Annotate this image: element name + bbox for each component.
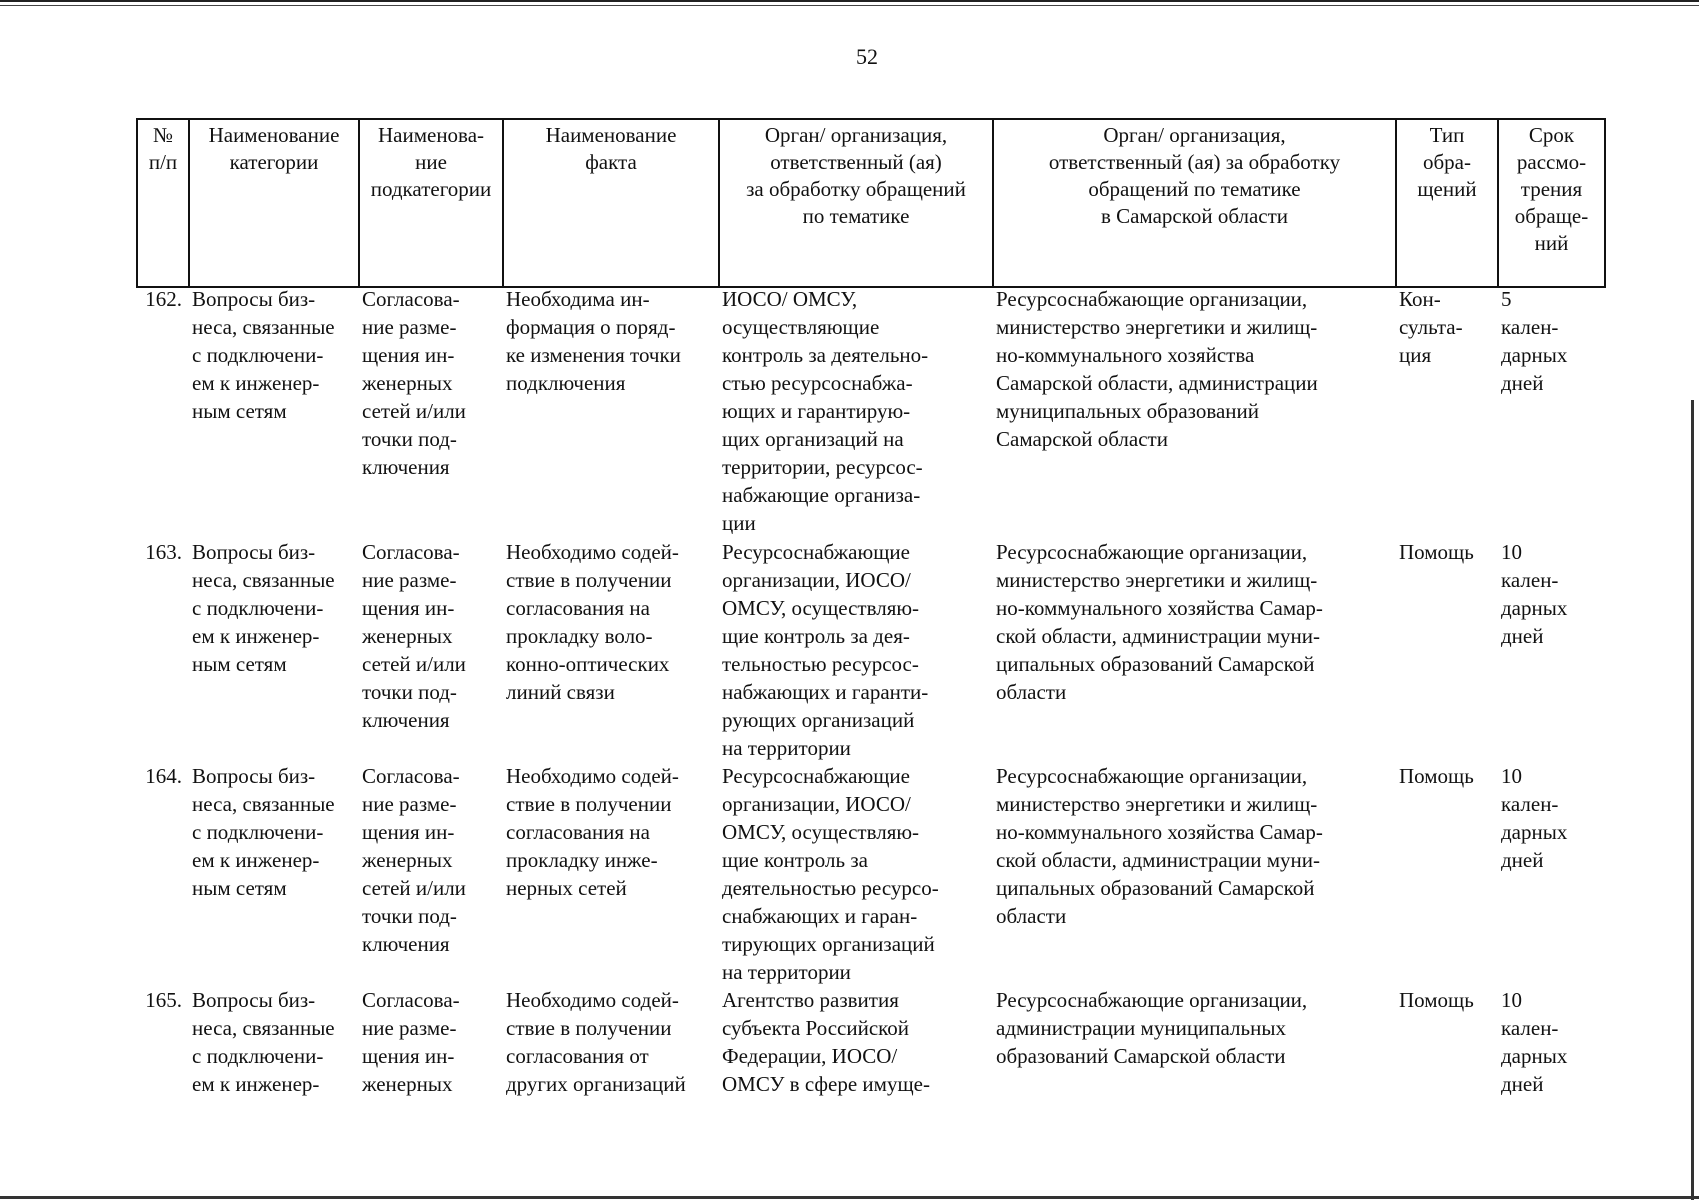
subcategory-cell: Согласова- ние разме- щения ин- женерных сетей и/или точки под- ключения: [362, 287, 466, 479]
subcategory-cell: Согласова- ние разме- щения ин- женерных сетей и/или точки под- ключения: [362, 764, 466, 956]
type-cell: Помощь: [1399, 988, 1474, 1012]
header-category: Наименование категории: [189, 119, 359, 287]
fact-cell: Необходимо содей- ствие в получении согласования на прокладку инже- нерных сетей: [506, 764, 679, 900]
header-responsible-samara: Орган/ организация, ответственный (ая) за обработку обращений по тематике в Самарской области: [993, 119, 1396, 287]
page-number: 52: [856, 44, 878, 69]
responsible-samara-cell: Ресурсоснабжающие организации, министерство энергетики и жилищ- но-коммунального хозяйства Самарской области, администрации муниципальных образований Самарской области: [996, 287, 1318, 451]
row-number: 163.: [145, 540, 182, 564]
category-cell: Вопросы биз- неса, связанные с подключени- ем к инженер- ным сетям: [192, 540, 335, 676]
responsible-samara-cell: Ресурсоснабжающие организации, министерство энергетики и жилищ- но-коммунального хозяйства Самар- ской области, администрации муни- ципальных образований Самарской области: [996, 764, 1323, 928]
scan-edge-top: [0, 0, 1699, 2]
category-cell: Вопросы биз- неса, связанные с подключени- ем к инженер- ным сетям: [192, 287, 335, 423]
table-row: [136, 538, 1604, 762]
subcategory-cell: Согласова- ние разме- щения ин- женерных: [362, 988, 460, 1096]
header-responsible: Орган/ организация, ответственный (ая) за обработку обращений по тематике: [719, 119, 993, 287]
row-number: 165.: [145, 988, 182, 1012]
header-number: № п/п: [137, 119, 189, 287]
table-header: [136, 118, 1606, 288]
scan-edge-line: [0, 5, 1699, 6]
category-cell: Вопросы биз- неса, связанные с подключени- ем к инженер- ным сетям: [192, 764, 335, 900]
fact-cell: Необходимо содей- ствие в получении согласования от других организаций: [506, 988, 686, 1096]
term-cell: 5 кален- дарных дней: [1501, 287, 1568, 395]
subcategory-cell: Согласова- ние разме- щения ин- женерных сетей и/или точки под- ключения: [362, 540, 466, 732]
responsible-cell: Ресурсоснабжающие организации, ИОСО/ ОМСУ, осуществляю- щие контроль за дея- тельностью ресурсос- набжающих и гаранти- рующих организаций на территории: [722, 540, 929, 760]
table-row: [136, 285, 1604, 538]
fact-cell: Необходима ин- формация о поряд- ке изменения точки подключения: [506, 287, 681, 395]
responsible-cell: ИОСО/ ОМСУ, осуществляющие контроль за деятельно- стью ресурсоснабжа- ющих и гарантирую- щих организаций на территории, ресурсос- набжающие организа- ции: [722, 287, 929, 535]
table-row: [136, 762, 1604, 986]
responsible-samara-cell: Ресурсоснабжающие организации, министерство энергетики и жилищ- но-коммунального хозяйства Самар- ской области, администрации муни- ципальных образований Самарской области: [996, 540, 1323, 704]
row-number: 164.: [145, 764, 182, 788]
table-row: [136, 986, 1604, 1106]
responsible-samara-cell: Ресурсоснабжающие организации, администрации муниципальных образований Самарской области: [996, 988, 1308, 1068]
header-subcategory: Наименова- ние подкатегории: [359, 119, 503, 287]
header-term: Срок рассмо- трения обраще- ний: [1498, 119, 1605, 287]
responsible-cell: Ресурсоснабжающие организации, ИОСО/ ОМСУ, осуществляю- щие контроль за деятельностью ресурсо- снабжающих и гаран- тирующих организаций на территории: [722, 764, 939, 984]
category-cell: Вопросы биз- неса, связанные с подключени- ем к инженер-: [192, 988, 335, 1096]
term-cell: 10 кален- дарных дней: [1501, 540, 1568, 648]
term-cell: 10 кален- дарных дней: [1501, 764, 1568, 872]
row-number: 162.: [145, 287, 182, 311]
scan-edge-right: [1691, 400, 1694, 1200]
type-cell: Помощь: [1399, 540, 1474, 564]
term-cell: 10 кален- дарных дней: [1501, 988, 1568, 1096]
type-cell: Кон- сульта- ция: [1399, 287, 1463, 367]
header-fact: Наименование факта: [503, 119, 719, 287]
responsible-cell: Агентство развития субъекта Российской Федерации, ИОСО/ ОМСУ в сфере имуще-: [722, 988, 930, 1096]
table-body: [136, 285, 1604, 1106]
header-type: Тип обра- щений: [1396, 119, 1498, 287]
fact-cell: Необходимо содей- ствие в получении согласования на прокладку воло- конно-оптических линий связи: [506, 540, 679, 704]
scan-edge-bottom: [0, 1196, 1699, 1199]
type-cell: Помощь: [1399, 764, 1474, 788]
